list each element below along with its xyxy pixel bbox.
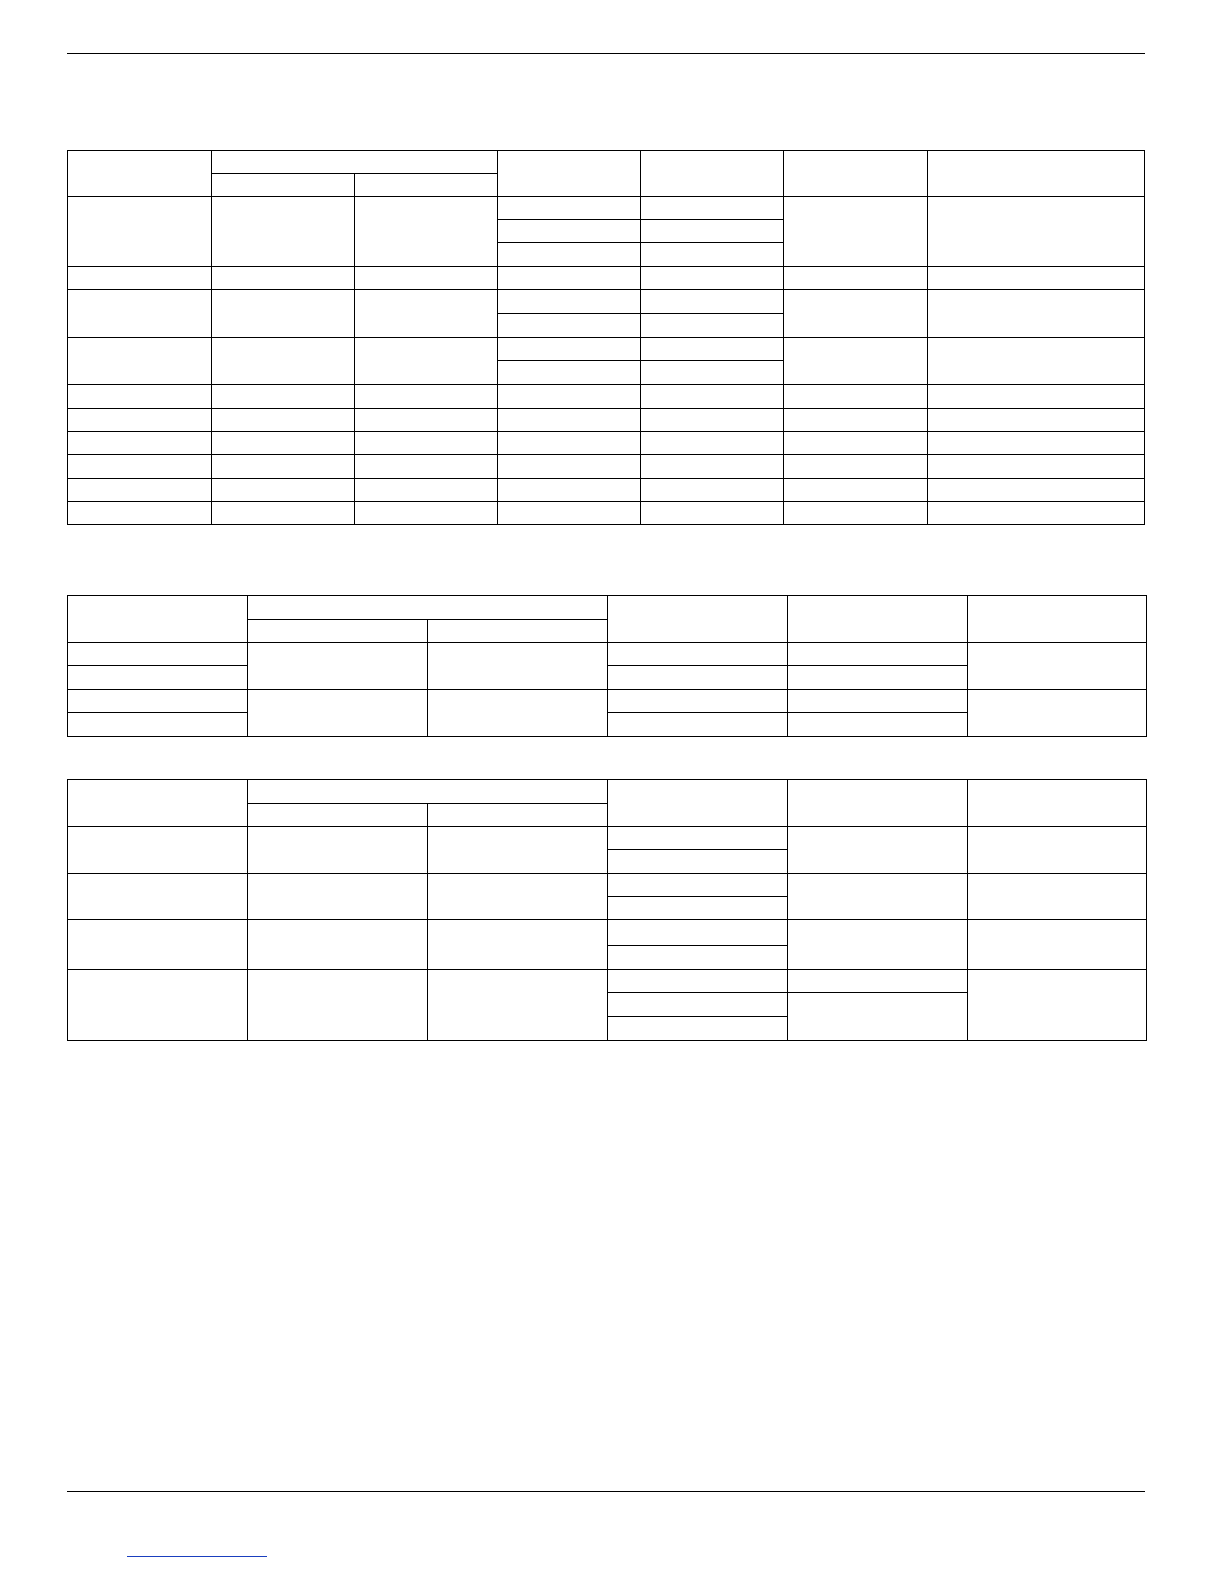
table-cell	[608, 827, 788, 850]
header-rule	[67, 53, 1145, 54]
table-2-subheader-cell	[248, 620, 428, 643]
table-cell	[641, 501, 784, 524]
table-cell	[641, 197, 784, 220]
table-cell	[641, 314, 784, 338]
table-cell	[928, 431, 1145, 454]
table-cell	[784, 431, 928, 454]
table-cell	[788, 970, 968, 993]
table-cell	[968, 920, 1147, 970]
table-cell	[928, 338, 1145, 384]
table-cell	[498, 267, 641, 290]
table-cell	[68, 501, 212, 524]
table-cell	[498, 314, 641, 338]
table-cell	[498, 408, 641, 431]
table-3-header-cell	[968, 780, 1147, 827]
table-1-header-cell	[498, 151, 641, 197]
table-cell	[68, 197, 212, 267]
table-2-header-group-cell	[248, 596, 608, 620]
table-cell	[928, 478, 1145, 501]
table-cell	[68, 643, 248, 666]
table-cell	[498, 431, 641, 454]
table-cell	[641, 290, 784, 314]
table-row	[68, 643, 1147, 666]
table-cell	[608, 690, 788, 713]
table-cell	[355, 454, 498, 478]
table-cell	[212, 338, 355, 384]
table-1-header-group-cell	[212, 151, 498, 174]
table-3-header-cell	[788, 780, 968, 827]
table-cell	[498, 338, 641, 361]
table-cell	[968, 970, 1147, 1041]
table-row	[68, 151, 1145, 174]
table-cell	[68, 827, 248, 874]
table-cell	[428, 874, 608, 920]
table-cell	[608, 993, 788, 1017]
table-3-subheader-cell	[248, 804, 428, 827]
table-row	[68, 408, 1145, 431]
table-cell	[355, 384, 498, 408]
table-cell	[968, 643, 1147, 690]
table-cell	[928, 290, 1145, 338]
table-cell	[68, 920, 248, 970]
table-cell	[968, 827, 1147, 874]
table-cell	[68, 478, 212, 501]
table-2-header-cell	[608, 596, 788, 643]
table-3-header-group-cell	[248, 780, 608, 804]
table-cell	[968, 690, 1147, 737]
table-2-header-cell	[968, 596, 1147, 643]
table-cell	[788, 920, 968, 970]
table-1-header-cell	[641, 151, 784, 197]
table-cell	[641, 220, 784, 243]
table-cell	[784, 197, 928, 267]
table-cell	[428, 970, 608, 1041]
table-row	[68, 596, 1147, 620]
table-cell	[212, 290, 355, 338]
table-1-subheader-cell	[212, 174, 355, 197]
table-cell	[928, 408, 1145, 431]
table-cell	[608, 643, 788, 666]
table-cell	[248, 643, 428, 690]
table-2	[67, 595, 1147, 737]
table-cell	[248, 920, 428, 970]
table-cell	[68, 290, 212, 338]
table-cell	[641, 454, 784, 478]
table-cell	[355, 501, 498, 524]
table-cell	[788, 993, 968, 1041]
table-cell	[428, 643, 608, 690]
table-cell	[784, 267, 928, 290]
table-cell	[928, 384, 1145, 408]
table-cell	[784, 338, 928, 384]
table-cell	[608, 946, 788, 970]
table-cell	[68, 713, 248, 737]
table-cell	[788, 713, 968, 737]
table-cell	[608, 897, 788, 920]
table-row	[68, 267, 1145, 290]
table-cell	[355, 267, 498, 290]
table-cell	[788, 643, 968, 666]
table-cell	[608, 970, 788, 993]
table-cell	[355, 431, 498, 454]
table-cell	[355, 408, 498, 431]
table-1-subheader-cell	[355, 174, 498, 197]
footer-rule	[67, 1491, 1145, 1492]
table-cell	[784, 501, 928, 524]
table-row	[68, 874, 1147, 897]
table-2-header-cell	[68, 596, 248, 643]
table-cell	[608, 850, 788, 874]
table-cell	[248, 690, 428, 737]
table-cell	[498, 361, 641, 384]
table-cell	[641, 361, 784, 384]
table-cell	[928, 501, 1145, 524]
table-cell	[788, 874, 968, 920]
table-cell	[355, 197, 498, 267]
table-cell	[68, 431, 212, 454]
table-cell	[68, 970, 248, 1041]
table-cell	[68, 690, 248, 713]
table-cell	[212, 454, 355, 478]
table-cell	[784, 290, 928, 338]
table-row	[68, 290, 1145, 314]
table-cell	[428, 920, 608, 970]
table-cell	[788, 690, 968, 713]
table-cell	[608, 874, 788, 897]
table-cell	[641, 408, 784, 431]
table-1-header-cell	[928, 151, 1145, 197]
table-cell	[248, 874, 428, 920]
table-cell	[784, 478, 928, 501]
table-1-header-cell	[784, 151, 928, 197]
table-cell	[68, 454, 212, 478]
table-cell	[212, 267, 355, 290]
table-cell	[498, 290, 641, 314]
table-row	[68, 501, 1145, 524]
table-row	[68, 338, 1145, 361]
table-cell	[498, 384, 641, 408]
table-cell	[608, 666, 788, 690]
table-cell	[355, 478, 498, 501]
table-cell	[68, 384, 212, 408]
table-cell	[641, 243, 784, 267]
table-cell	[498, 243, 641, 267]
table-cell	[641, 478, 784, 501]
table-cell	[788, 666, 968, 690]
table-3-subheader-cell	[428, 804, 608, 827]
table-cell	[788, 827, 968, 874]
table-cell	[68, 874, 248, 920]
table-cell	[212, 384, 355, 408]
table-row	[68, 478, 1145, 501]
table-cell	[248, 970, 428, 1041]
table-row	[68, 431, 1145, 454]
table-cell	[68, 267, 212, 290]
table-cell	[641, 431, 784, 454]
table-cell	[928, 267, 1145, 290]
table-cell	[608, 713, 788, 737]
table-cell	[212, 197, 355, 267]
table-row	[68, 827, 1147, 850]
table-cell	[428, 690, 608, 737]
table-cell	[212, 431, 355, 454]
table-cell	[928, 197, 1145, 267]
table-2-header-cell	[788, 596, 968, 643]
table-cell	[355, 338, 498, 384]
table-cell	[641, 338, 784, 361]
table-cell	[68, 408, 212, 431]
table-row	[68, 197, 1145, 220]
table-2-subheader-cell	[428, 620, 608, 643]
table-cell	[212, 478, 355, 501]
footer-link[interactable]	[127, 1556, 267, 1557]
table-cell	[498, 454, 641, 478]
table-cell	[498, 478, 641, 501]
table-cell	[68, 338, 212, 384]
table-cell	[928, 454, 1145, 478]
table-3-header-cell	[68, 780, 248, 827]
table-cell	[248, 827, 428, 874]
table-row	[68, 920, 1147, 946]
table-1	[67, 150, 1145, 525]
table-cell	[608, 1017, 788, 1041]
table-row	[68, 970, 1147, 993]
table-cell	[968, 874, 1147, 920]
table-1-header-cell	[68, 151, 212, 197]
table-cell	[212, 501, 355, 524]
table-cell	[784, 384, 928, 408]
table-cell	[498, 501, 641, 524]
table-cell	[641, 384, 784, 408]
table-row	[68, 690, 1147, 713]
table-cell	[498, 220, 641, 243]
table-cell	[428, 827, 608, 874]
table-row	[68, 780, 1147, 804]
table-cell	[608, 920, 788, 946]
table-3-header-cell	[608, 780, 788, 827]
table-row	[68, 454, 1145, 478]
table-cell	[68, 666, 248, 690]
table-cell	[641, 267, 784, 290]
table-cell	[784, 408, 928, 431]
table-row	[68, 384, 1145, 408]
table-cell	[212, 408, 355, 431]
table-3	[67, 779, 1147, 1041]
table-cell	[498, 197, 641, 220]
table-cell	[784, 454, 928, 478]
table-cell	[355, 290, 498, 338]
